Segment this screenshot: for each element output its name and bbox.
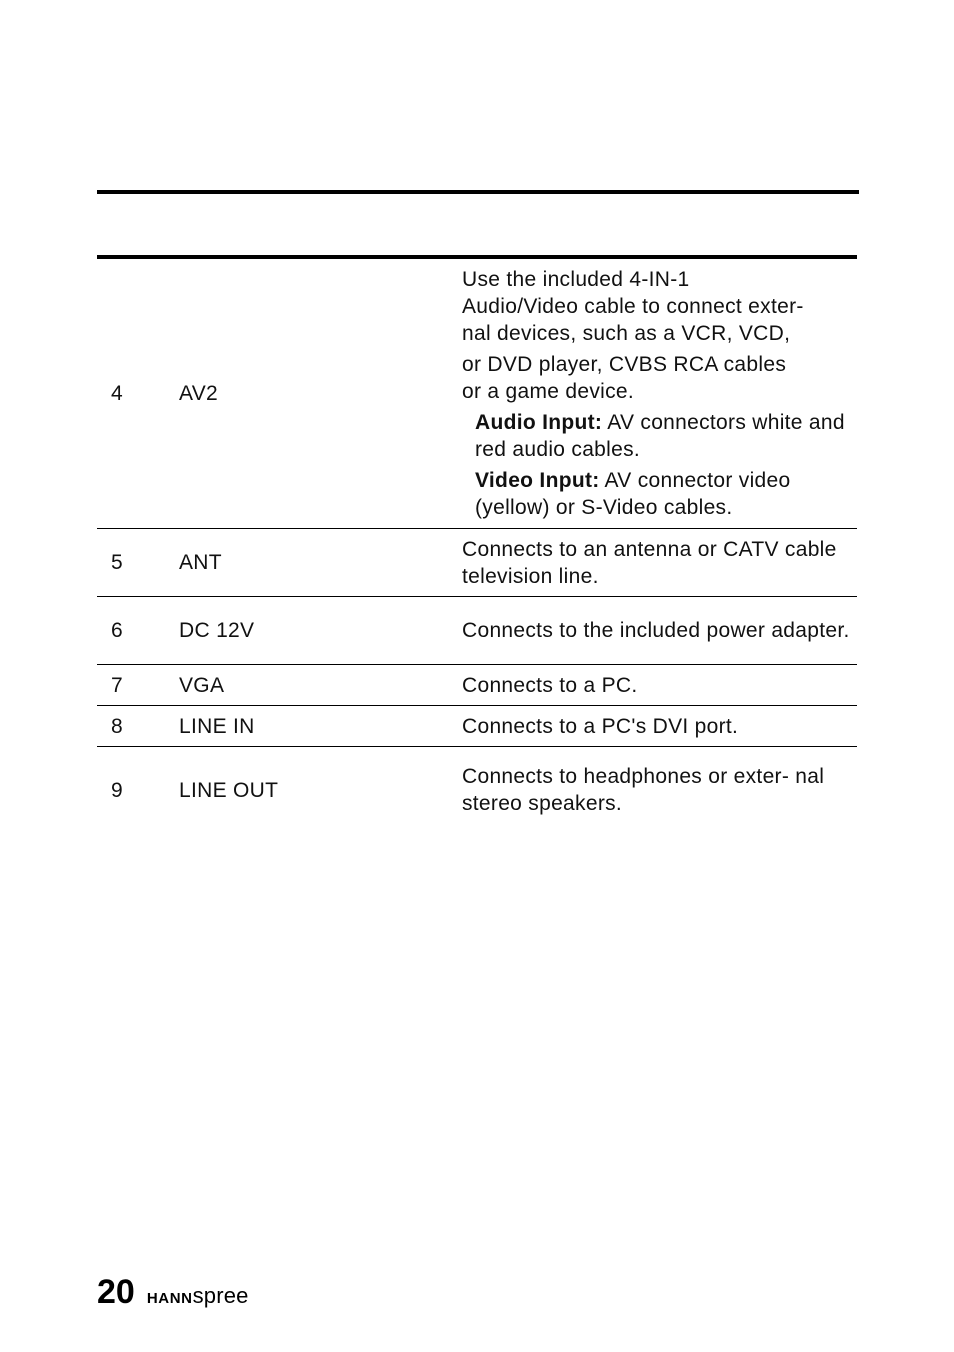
audio-input-text: AV connectors white and red audio cables.	[475, 411, 845, 461]
connector-name: AV2	[179, 382, 219, 405]
connector-description: Connects to the included power adapter.	[462, 619, 850, 642]
page-number: 20	[97, 1273, 135, 1311]
connector-description	[462, 266, 857, 521]
connector-description: Connects to an antenna or CATV cable television line.	[462, 537, 837, 588]
table-row-ant	[97, 529, 857, 597]
video-input-label: Video Input:	[475, 469, 600, 492]
description-line: Audio/Video cable to connect exter-	[462, 295, 804, 318]
brand-strong: HANN	[146, 1290, 193, 1307]
table-row-av2	[97, 259, 857, 529]
connector-description: Connects to headphones or exter- nal stereo speakers.	[462, 765, 825, 815]
description-line: or DVD player, CVBS RCA cables	[462, 353, 787, 376]
description-line: or a game device.	[462, 380, 635, 403]
connector-table	[97, 259, 857, 833]
description-line: nal devices, such as a VCR, VCD,	[462, 322, 791, 345]
table-row-vga	[97, 665, 857, 706]
description-line: Use the included 4-IN-1	[462, 268, 690, 291]
row-number: 7	[111, 673, 123, 697]
connector-name: DC 12V	[179, 619, 255, 642]
row-number: 6	[111, 619, 123, 642]
description-paragraph	[462, 266, 857, 347]
brand-light: spree	[192, 1283, 249, 1308]
description-paragraph	[462, 351, 857, 405]
row-number: 9	[111, 778, 123, 802]
row-number: 5	[111, 551, 123, 574]
page-footer	[97, 1272, 249, 1312]
connector-name: LINE OUT	[179, 778, 279, 802]
row-number: 8	[111, 714, 123, 738]
table-row-dc-12v	[97, 597, 857, 665]
audio-input-note	[475, 409, 857, 463]
connector-description: Connects to a PC.	[462, 673, 638, 697]
video-input-note	[475, 467, 857, 521]
connector-name: ANT	[179, 551, 222, 574]
brand-logo	[147, 1283, 249, 1309]
table-row-line-in	[97, 706, 857, 747]
connector-name: LINE IN	[179, 714, 255, 738]
row-number: 4	[111, 382, 123, 405]
table-row-line-out	[97, 747, 857, 833]
top-rule	[97, 190, 859, 194]
video-input-text: AV connector video (yellow) or S-Video cables.	[475, 469, 791, 519]
connector-name: VGA	[179, 673, 225, 697]
connector-description: Connects to a PC's DVI port.	[462, 714, 739, 738]
audio-input-label: Audio Input:	[475, 411, 603, 434]
